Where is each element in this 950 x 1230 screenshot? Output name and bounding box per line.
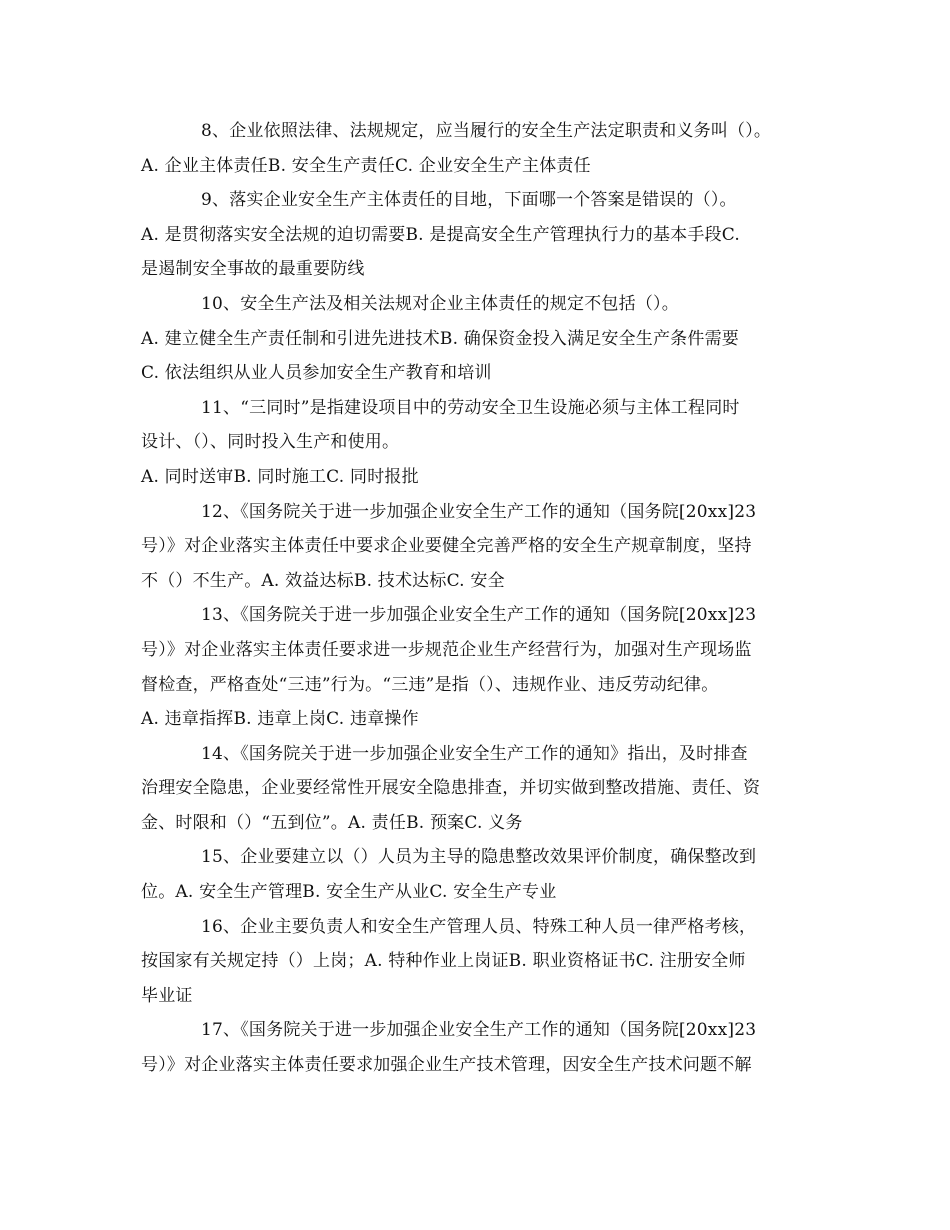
text-line: A. 违章指挥B. 违章上岗C. 违章操作: [141, 709, 419, 730]
text-line: 毕业证: [141, 985, 193, 1006]
text-line: 11、“三同时”是指建设项目中的劳动安全卫生设施必须与主体工程同时: [201, 397, 740, 418]
text-line: 17、《国务院关于进一步加强企业安全生产工作的通知（国务院[20xx]23: [201, 1020, 757, 1041]
text-line: 不（）不生产。A. 效益达标B. 技术达标C. 安全: [141, 570, 505, 591]
text-line: 8、企业依照法律、法规规定，应当履行的安全生产法定职责和义务叫（）。: [201, 121, 772, 141]
text-line: 13、《国务院关于进一步加强企业安全生产工作的通知（国务院[20xx]23: [201, 605, 757, 626]
text-line: 是遏制安全事故的最重要防线: [141, 259, 365, 280]
text-line: 15、企业要建立以（）人员为主导的隐患整改效果评价制度，确保整改到: [201, 847, 757, 868]
text-line: A. 同时送审B. 同时施工C. 同时报批: [141, 466, 419, 487]
text-line: 号）》对企业落实主体责任要求进一步规范企业生产经营行为，加强对生产现场监: [141, 639, 752, 660]
document-body: [141, 114, 821, 1083]
text-line: 按国家有关规定持（）上岗；A. 特种作业上岗证B. 职业资格证书C. 注册安全师: [141, 951, 746, 972]
text-line: 号）》对企业落实主体责任要求加强企业生产技术管理，因安全生产技术问题不解: [141, 1055, 752, 1076]
text-line: 位。A. 安全生产管理B. 安全生产从业C. 安全生产专业: [141, 882, 557, 903]
text-line: 号）》对企业落实主体责任中要求企业要健全完善严格的安全生产规章制度，坚持: [141, 536, 752, 557]
text-line: 治理安全隐患，企业要经常性开展安全隐患排查，并切实做到整改措施、责任、资: [141, 778, 761, 799]
text-line: 14、《国务院关于进一步加强企业安全生产工作的通知》指出，及时排查: [201, 743, 748, 764]
text-line: A. 是贯彻落实安全法规的迫切需要B. 是提高安全生产管理执行力的基本手段C.: [141, 224, 740, 245]
text-line: 10、安全生产法及相关法规对企业主体责任的规定不包括（）。: [201, 293, 679, 314]
text-line: 督检查，严格查处“三违”行为。“三违”是指（）、违规作业、违反劳动纪律。: [141, 674, 719, 695]
text-line: 9、落实企业安全生产主体责任的目地，下面哪一个答案是错误的（）。: [201, 190, 737, 211]
text-line: C. 依法组织从业人员参加安全生产教育和培训: [141, 363, 492, 384]
text-line: 12、《国务院关于进一步加强企业安全生产工作的通知（国务院[20xx]23: [201, 501, 757, 522]
text-line: 金、时限和（）“五到位”。A. 责任B. 预案C. 义务: [141, 812, 523, 833]
text-line: 设计、（）、同时投入生产和使用。: [141, 432, 400, 453]
text-line: A. 企业主体责任B. 安全生产责任C. 企业安全生产主体责任: [141, 155, 591, 176]
text-line: A. 建立健全生产责任制和引进先进技术B. 确保资金投入满足安全生产条件需要: [141, 328, 739, 349]
text-line: 16、企业主要负责人和安全生产管理人员、特殊工种人员一律严格考核，: [201, 916, 757, 937]
